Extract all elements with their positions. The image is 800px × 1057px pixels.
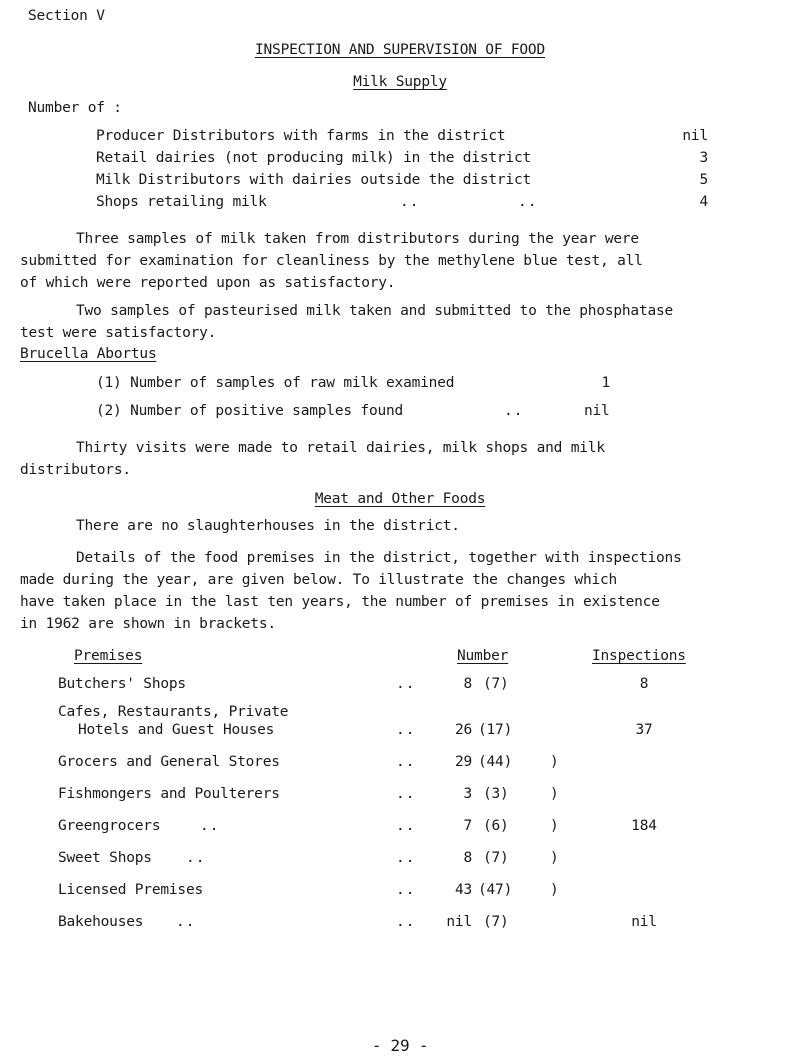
text-line: Thirty visits were made to retail dairies, milk shops and milk (76, 440, 605, 456)
leader-dots: .. (396, 882, 416, 898)
text-line: distributors. (20, 462, 131, 478)
text-line: Two samples of pasteurised milk taken and submitted to the phosphatase (76, 303, 674, 319)
milk-supply-heading: Milk Supply (353, 74, 447, 90)
table-row-number: 3 (463, 786, 472, 802)
leader-dots: .. (518, 194, 538, 210)
milk-count-label: Retail dairies (not producing milk) in the district (96, 150, 532, 166)
leader-dots: .. (396, 786, 416, 802)
text-line: made during the year, are given below. To illustrate the changes which (20, 572, 618, 588)
table-row-bracket: (17) (478, 722, 513, 738)
table-row-inspections: 184 (631, 818, 657, 834)
leader-dots: .. (396, 850, 416, 866)
table-row-name: Greengrocers (58, 818, 161, 834)
table-row-number: 26 (454, 722, 472, 738)
paragraph-visits (20, 437, 758, 481)
text-line: in 1962 are shown in brackets. (20, 616, 276, 632)
table-row-number: 8 (463, 850, 472, 866)
number-of-label: Number of : (28, 100, 122, 116)
text-line: have taken place in the last ten years, the number of premises in existence (20, 594, 660, 610)
table-row-number: 8 (463, 676, 472, 692)
brucella-item-label: (2) Number of positive samples found (96, 403, 404, 419)
leader-dots: .. (396, 818, 416, 834)
leader-dots: .. (176, 914, 196, 930)
text-line: of which were reported upon as satisfactory. (20, 275, 396, 291)
brucella-item-label: (1) Number of samples of raw milk examined (96, 375, 455, 391)
text-line: submitted for examination for cleanliness by the methylene blue test, all (20, 253, 643, 269)
table-row-name: Cafes, Restaurants, Private (58, 704, 289, 720)
main-heading: INSPECTION AND SUPERVISION OF FOOD (254, 42, 545, 58)
leader-dots: .. (396, 722, 416, 738)
leader-dots: .. (186, 850, 206, 866)
column-header-inspections: Inspections (592, 648, 686, 664)
milk-count-value: 3 (699, 150, 708, 166)
brucella-item-value: nil (584, 403, 610, 419)
table-row-number: 43 (454, 882, 472, 898)
leader-dots: .. (396, 754, 416, 770)
table-row-bracket: (3) (483, 786, 509, 802)
paragraph-slaughter: There are no slaughterhouses in the district. (76, 518, 460, 534)
table-row-bracket: (7) (483, 676, 509, 692)
text-line: test were satisfactory. (20, 325, 217, 341)
milk-count-value: 4 (699, 194, 708, 210)
page-number: - 29 - (371, 1036, 429, 1055)
milk-count-label: Milk Distributors with dairies outside the district (96, 172, 532, 188)
milk-count-value: 5 (699, 172, 708, 188)
section-label: Section V (28, 8, 105, 24)
leader-dots: .. (396, 914, 416, 930)
table-row-inspections: 8 (639, 676, 649, 692)
leader-dots: .. (504, 403, 524, 419)
brace-mark: ) (550, 818, 559, 834)
table-row-name: Licensed Premises (58, 882, 204, 898)
milk-count-label: Shops retailing milk (96, 194, 267, 210)
table-row-name: Sweet Shops (58, 850, 152, 866)
column-header-number: Number (457, 648, 509, 664)
table-row-inspections: nil (631, 914, 657, 930)
table-row-number: nil (446, 914, 472, 930)
meat-heading: Meat and Other Foods (314, 491, 486, 507)
leader-dots: .. (200, 818, 220, 834)
brucella-item-value: 1 (601, 375, 610, 391)
table-row-bracket: (6) (483, 818, 509, 834)
table-row-name: Grocers and General Stores (58, 754, 280, 770)
table-row-bracket: (7) (483, 914, 509, 930)
text-line: Three samples of milk taken from distributors during the year were (76, 231, 639, 247)
table-row-bracket: (44) (478, 754, 513, 770)
brace-mark: ) (550, 850, 559, 866)
text-line: Details of the food premises in the district, together with inspections (76, 550, 682, 566)
table-row-name: Hotels and Guest Houses (78, 722, 275, 738)
table-row-bracket: (7) (483, 850, 509, 866)
brucella-heading: Brucella Abortus (20, 346, 157, 362)
table-row-inspections: 37 (635, 722, 653, 738)
table-row-number: 29 (454, 754, 472, 770)
leader-dots: .. (396, 676, 416, 692)
column-header-premises: Premises (74, 648, 143, 664)
brace-mark: ) (550, 754, 559, 770)
table-row-number: 7 (463, 818, 472, 834)
milk-count-label: Producer Distributors with farms in the district (96, 128, 506, 144)
paragraph-samples (20, 228, 758, 294)
table-row-bracket: (47) (478, 882, 513, 898)
brace-mark: ) (550, 882, 559, 898)
leader-dots: .. (400, 194, 420, 210)
milk-count-value: nil (682, 128, 708, 144)
table-row-name: Fishmongers and Poulterers (58, 786, 280, 802)
brace-mark: ) (550, 786, 559, 802)
paragraph-details (20, 547, 758, 635)
paragraph-pasteurised (20, 300, 758, 344)
table-row-name: Bakehouses (58, 914, 144, 930)
table-row-name: Butchers' Shops (58, 676, 186, 692)
